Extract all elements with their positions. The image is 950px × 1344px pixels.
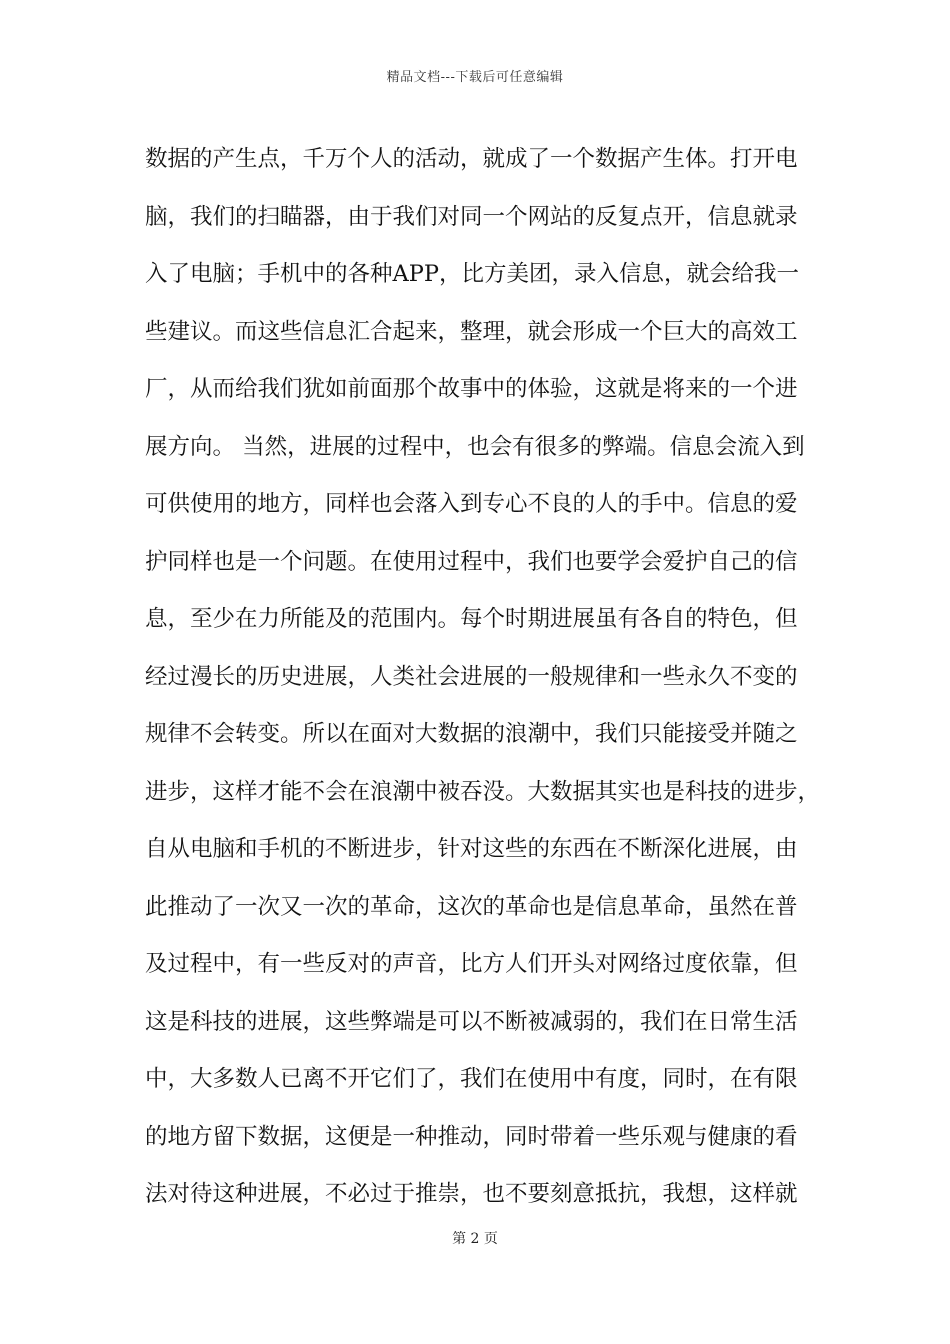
body-paragraph	[145, 131, 825, 1224]
text-line: 护同样也是一个问题。在使用过程中，我们也要学会爱护自己的信	[145, 548, 798, 575]
text-line: 法对待这种进展，不必过于推崇，也不要刻意抵抗，我想，这样就	[145, 1181, 798, 1207]
text-line: 进步，这样才能不会在浪潮中被吞没。大数据其实也是科技的进步，	[145, 778, 821, 805]
text-line: 入了电脑；手机中的各种APP，比方美团，录入信息，就会给我一	[145, 261, 800, 287]
text-line: 及过程中，有一些反对的声音，比方人们开头对网络过度依靠，但	[145, 951, 798, 977]
text-line: 中，大多数人已离不开它们了，我们在使用中有度，同时，在有限	[145, 1066, 798, 1092]
text-line: 此推动了一次又一次的革命，这次的革命也是信息革命，虽然在普	[145, 893, 798, 920]
text-line: 厂，从而给我们犹如前面那个故事中的体验，这就是将来的一个进	[145, 376, 798, 402]
text-line: 数据的产生点，千万个人的活动，就成了一个数据产生体。打开电	[145, 146, 798, 172]
text-line: 可供使用的地方，同样也会落入到专心不良的人的手中。信息的爱	[145, 491, 798, 517]
text-line: 规律不会转变。所以在面对大数据的浪潮中，我们只能接受并随之	[145, 721, 798, 747]
page-header: 精品文档---下载后可任意编辑	[386, 70, 564, 85]
text-line: 息，至少在力所能及的范围内。每个时期进展虽有各自的特色，但	[145, 606, 798, 632]
text-line: 脑，我们的扫瞄器，由于我们对同一个网站的反复点开，信息就录	[145, 203, 798, 230]
text-line: 展方向。 当然，进展的过程中，也会有很多的弊端。信息会流入到	[145, 433, 805, 460]
text-line: 经过漫长的历史进展，人类社会进展的一般规律和一些永久不变的	[145, 663, 798, 690]
page-number: 第 2 页	[452, 1231, 498, 1247]
text-line: 的地方留下数据，这便是一种推动，同时带着一些乐观与健康的看	[145, 1123, 798, 1150]
text-line: 些建议。而这些信息汇合起来，整理，就会形成一个巨大的高效工	[145, 318, 798, 345]
text-line: 这是科技的进展，这些弊端是可以不断被减弱的，我们在日常生活	[145, 1008, 798, 1035]
text-line: 自从电脑和手机的不断进步，针对这些的东西在不断深化进展，由	[145, 836, 798, 862]
